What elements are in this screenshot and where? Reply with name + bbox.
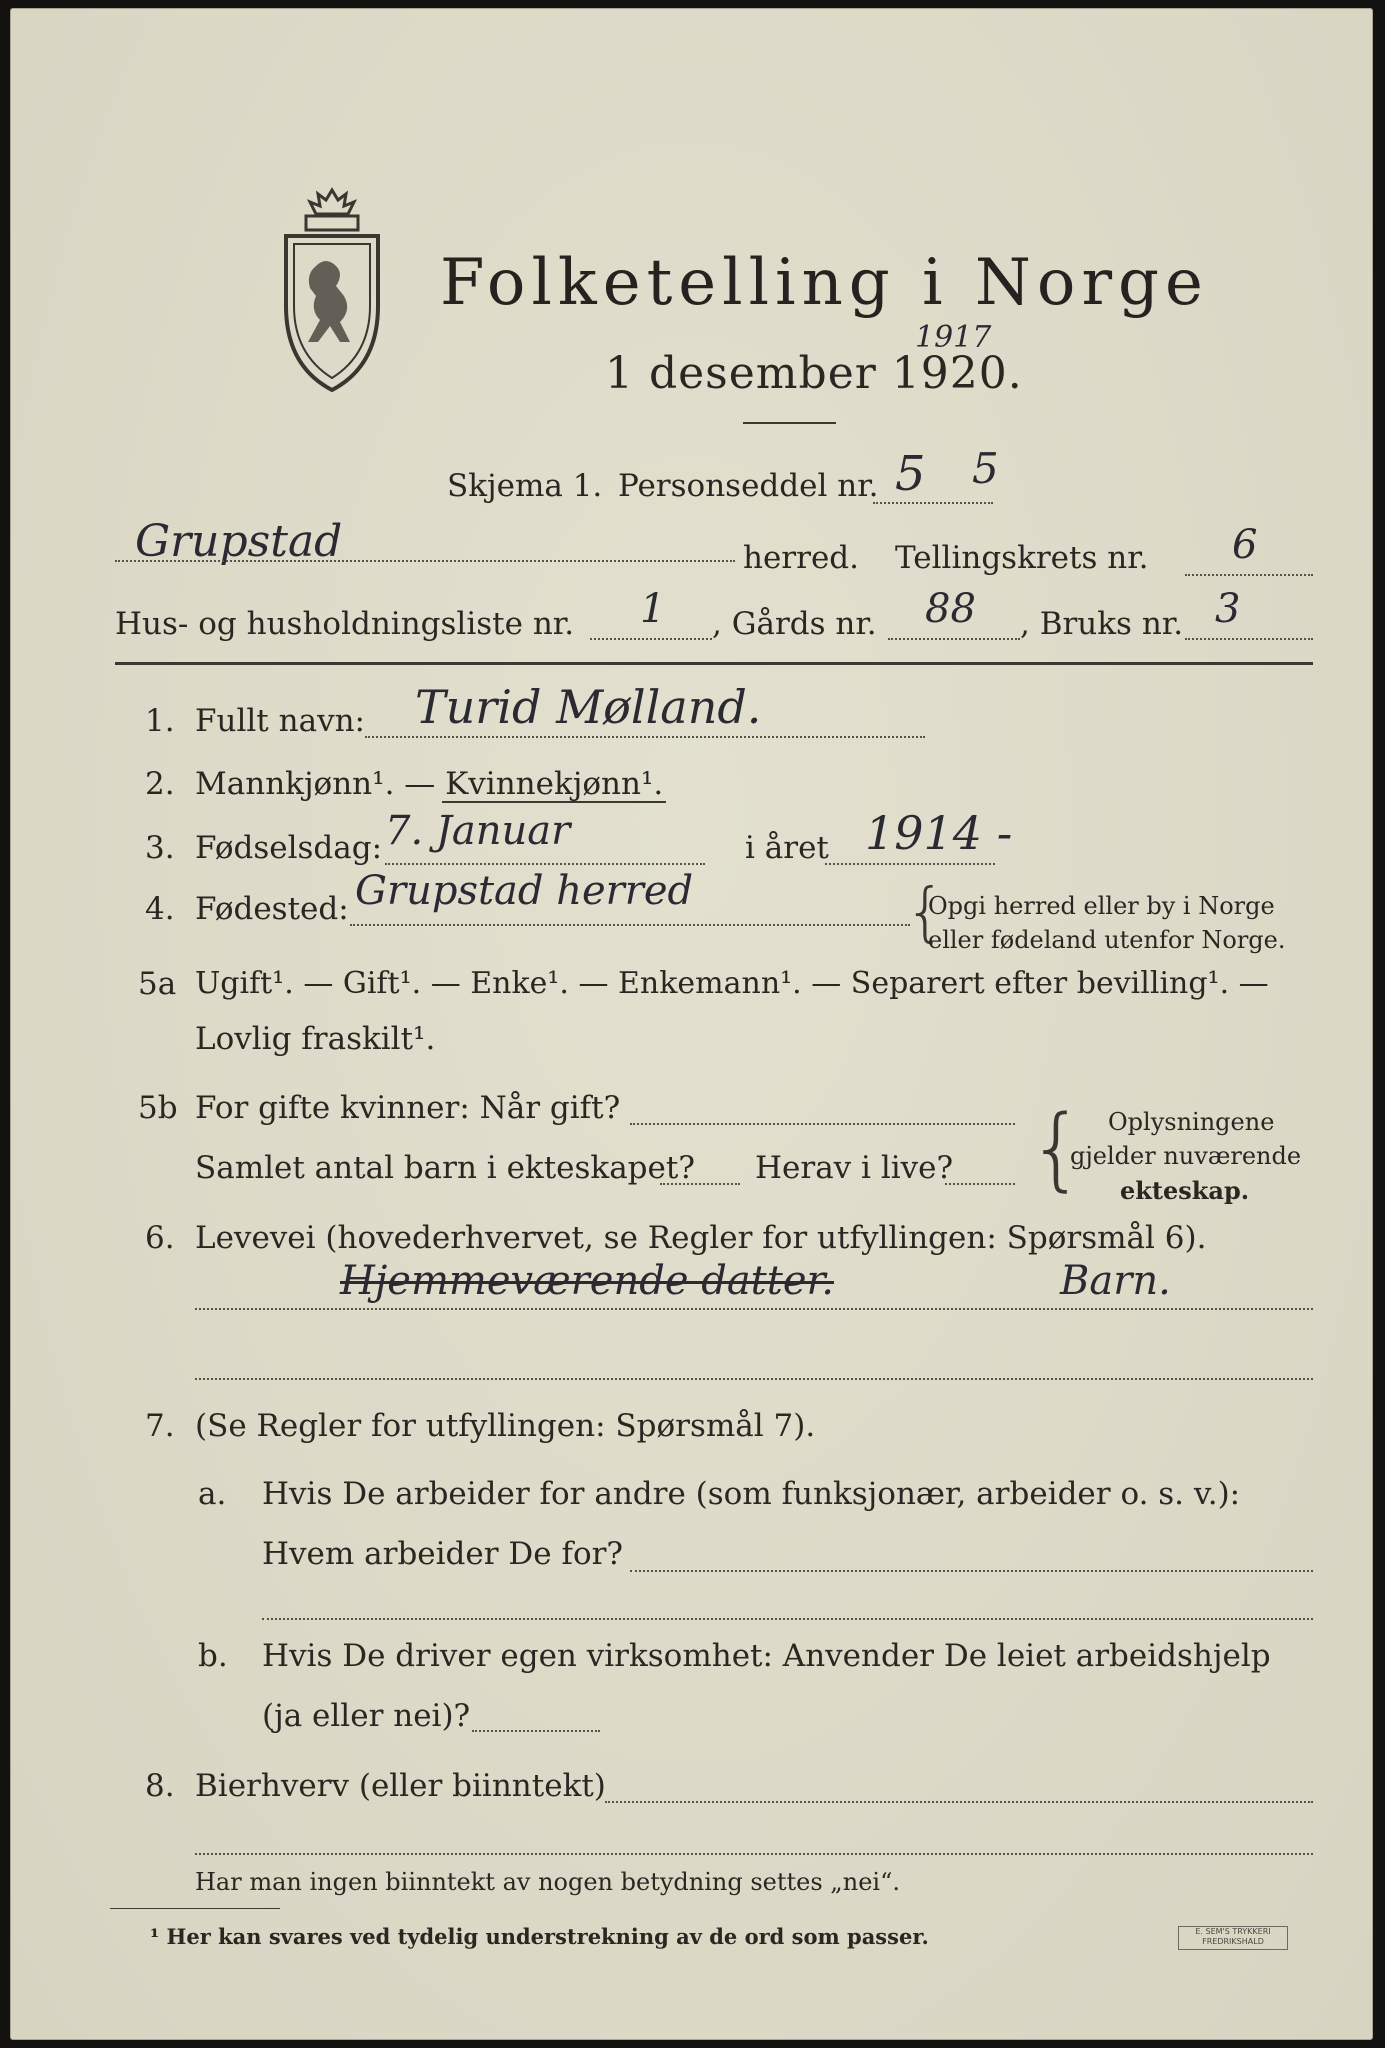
q7b-answer-line — [472, 1730, 600, 1732]
gards-line — [888, 638, 1020, 640]
q5a-marital-options: Ugift¹. — Gift¹. — Enke¹. — Enkemann¹. — Separert efter bevilling¹. — — [195, 966, 1269, 1001]
q5b-note-line3: ekteskap. — [1120, 1176, 1250, 1205]
q3-year-label: i året — [745, 830, 829, 866]
q5b-children-total: Samlet antal barn i ekteskapet? — [195, 1150, 695, 1186]
q8-answer-line2 — [195, 1853, 1313, 1855]
herred-value: Grupstad — [135, 516, 343, 567]
q6-number: 6. — [145, 1220, 175, 1256]
q8-label: Bierhverv (eller biinntekt) — [195, 1768, 606, 1804]
q5b-married-line — [630, 1123, 1015, 1125]
q8-number: 8. — [145, 1768, 175, 1804]
personseddel-extra: 5 — [972, 444, 999, 493]
q1-line — [365, 736, 925, 738]
q5b-children-alive: Herav i live? — [755, 1150, 954, 1186]
header-divider — [115, 662, 1313, 665]
q5b-alive-line — [945, 1183, 1015, 1185]
q3-birth-year: 1914 - — [865, 806, 1013, 860]
footnote-divider — [110, 1908, 280, 1909]
q3-number: 3. — [145, 830, 175, 866]
bruks-line — [1185, 638, 1313, 640]
herred-label: herred. — [743, 540, 859, 576]
q8-answer-line1 — [605, 1801, 1313, 1803]
q2-number: 2. — [145, 766, 175, 802]
q2-kvinnekjonn-underline — [442, 801, 666, 803]
q5a-line2: Lovlig fraskilt¹. — [195, 1021, 436, 1057]
title-separator — [743, 422, 836, 424]
herred-line — [115, 560, 735, 562]
q7-number: 7. — [145, 1408, 175, 1444]
printer-stamp — [1178, 1926, 1288, 1950]
schema-label: Skjema 1. — [447, 468, 603, 504]
bruks-value: 3 — [1215, 586, 1241, 632]
gards-label: , Gårds nr. — [712, 606, 877, 642]
q7a-line2: Hvem arbeider De for? — [262, 1536, 624, 1572]
q3-birth-date: 7. Januar — [385, 808, 571, 854]
q4-number: 4. — [145, 891, 175, 927]
q5b-children-line — [660, 1183, 740, 1185]
printer-stamp-text: E. SEM'S TRYKKERI FREDRIKSHALD — [1195, 1927, 1271, 1946]
household-list-line — [590, 638, 712, 640]
q5b-note-line1: Oplysningene — [1108, 1108, 1275, 1136]
q1-full-name: Turid Mølland. — [415, 680, 762, 734]
q4-birthplace: Grupstad herred — [355, 868, 694, 914]
q4-brace: { — [905, 876, 946, 950]
year-overwrite: 1917 — [915, 320, 992, 355]
q3-date-line — [385, 863, 705, 865]
q7a-answer-line1 — [630, 1570, 1313, 1572]
q5b-married-when: For gifte kvinner: Når gift? — [195, 1090, 621, 1126]
q7-label: (Se Regler for utfyllingen: Spørsmål 7). — [195, 1408, 816, 1444]
q4-note-line2: eller fødeland utenfor Norge. — [928, 926, 1286, 954]
personseddel-label: Personseddel nr. — [618, 468, 879, 504]
q6-occupation-struck: Hjemmeværende datter. — [340, 1258, 834, 1304]
q5b-note-line2: gjelder nuværende — [1070, 1142, 1302, 1170]
q7b-line1: Hvis De driver egen virksomhet: Anvender De leiet arbeidshjelp — [262, 1638, 1271, 1674]
household-list-value: 1 — [640, 586, 666, 632]
q1-number: 1. — [145, 703, 175, 739]
form-title: Folketelling i Norge — [440, 246, 1209, 320]
q7b-line2: (ja eller nei)? — [262, 1698, 471, 1734]
tellingskrets-line — [1185, 574, 1313, 576]
footnote: ¹ Her kan svares ved tydelig understrekning av de ord som passer. — [150, 1924, 929, 1949]
q6-line2 — [195, 1378, 1313, 1380]
q4-label: Fødested: — [195, 891, 349, 927]
q6-label: Levevei (hovederhvervet, se Regler for utfyllingen: Spørsmål 6). — [195, 1220, 1207, 1256]
q5a-number: 5a — [138, 966, 177, 1002]
q7b-letter: b. — [198, 1638, 228, 1674]
coat-of-arms-emblem — [272, 186, 392, 396]
q6-line1 — [195, 1308, 1313, 1310]
q7a-line1: Hvis De arbeider for andre (som funksjonær, arbeider o. s. v.): — [262, 1476, 1241, 1512]
q1-label: Fullt navn: — [195, 703, 365, 739]
q3-label: Fødselsdag: — [195, 830, 383, 866]
census-date: 1 desember 1920. — [605, 348, 1023, 399]
q4-note-line1: Opgi herred eller by i Norge — [928, 892, 1275, 920]
personseddel-value: 5 — [895, 446, 926, 502]
bruks-label: , Bruks nr. — [1020, 606, 1184, 642]
q7a-letter: a. — [198, 1476, 227, 1512]
gards-value: 88 — [925, 586, 976, 632]
q6-occupation: Barn. — [1060, 1258, 1171, 1304]
tellingskrets-value: 6 — [1232, 522, 1258, 568]
q2-sex-options: Mannkjønn¹. — Kvinnekjønn¹. — [195, 766, 664, 802]
q5b-number: 5b — [138, 1090, 178, 1126]
personseddel-line — [873, 502, 993, 504]
q8-note: Har man ingen biinntekt av nogen betydning settes „nei“. — [195, 1868, 900, 1896]
census-form-page — [10, 8, 1373, 2040]
q3-year-line — [825, 863, 995, 865]
q7a-answer-line2 — [262, 1618, 1313, 1620]
household-list-label: Hus- og husholdningsliste nr. — [115, 606, 575, 642]
q5b-brace: { — [1028, 1096, 1086, 1201]
q4-line — [350, 924, 910, 926]
tellingskrets-label: Tellingskrets nr. — [895, 540, 1149, 576]
